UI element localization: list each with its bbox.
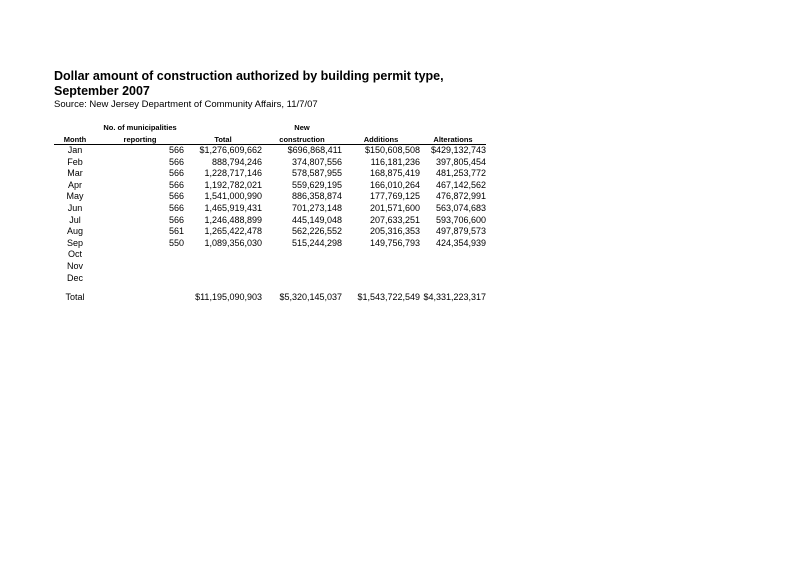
cell-month: Jan: [67, 145, 83, 155]
permits-table: [54, 121, 486, 304]
cell-new-construction: [262, 249, 342, 261]
cell-alterations: [420, 261, 486, 273]
cell-additions: [342, 273, 420, 285]
cell-total: 1,089,356,030: [204, 237, 262, 248]
cell-month: Apr: [67, 179, 82, 190]
header-additions: Additions: [342, 132, 420, 145]
cell-alterations: 593,706,600: [435, 214, 486, 225]
cell-month: Oct: [67, 249, 82, 260]
cell-total: 1,228,717,146: [204, 168, 262, 179]
cell-alterations: 397,805,454: [435, 156, 486, 167]
cell-total: [184, 273, 262, 285]
cell-new-construction: 701,273,148: [291, 202, 342, 213]
total-label: Total: [65, 292, 85, 303]
table-row: [54, 215, 486, 227]
cell-month: Dec: [66, 272, 83, 283]
cell-additions: 205,316,353: [369, 226, 420, 237]
cell-alterations: 424,354,939: [435, 237, 486, 248]
total-total: $11,195,090,903: [195, 292, 262, 303]
table-row: [54, 180, 486, 192]
cell-municipalities: 566: [168, 191, 184, 202]
cell-new-construction: 559,629,195: [291, 179, 342, 190]
cell-alterations: 497,879,573: [435, 226, 486, 237]
cell-total: [184, 249, 262, 261]
cell-municipalities: 566: [168, 179, 184, 190]
cell-municipalities: [96, 249, 184, 261]
header-total: Total: [184, 132, 262, 145]
cell-month: Mar: [67, 168, 83, 179]
table-row: [54, 226, 486, 238]
cell-additions: [342, 249, 420, 261]
cell-month: Nov: [66, 260, 83, 271]
table-row: [54, 273, 486, 285]
cell-total: [184, 261, 262, 273]
table-body: [54, 145, 486, 285]
cell-month: Feb: [67, 156, 83, 167]
cell-total: 1,192,782,021: [204, 179, 262, 190]
cell-additions: 201,571,600: [369, 202, 420, 213]
cell-total: 1,465,919,431: [204, 202, 262, 213]
table-row: [54, 191, 486, 203]
table-row: [54, 157, 486, 169]
cell-alterations: 467,142,562: [435, 179, 486, 190]
total-new: $5,320,145,037: [279, 292, 342, 303]
cell-new-construction: $696,868,411: [287, 145, 342, 155]
cell-municipalities: 550: [168, 237, 184, 248]
cell-new-construction: 578,587,955: [291, 168, 342, 179]
cell-month: Sep: [66, 237, 83, 248]
cell-new-construction: 445,149,048: [291, 214, 342, 225]
cell-alterations: 481,253,772: [435, 168, 486, 179]
cell-municipalities: [96, 261, 184, 273]
cell-municipalities: [96, 273, 184, 285]
cell-municipalities: 566: [168, 168, 184, 179]
cell-total: 888,794,246: [211, 156, 262, 167]
cell-new-construction: 515,244,298: [291, 237, 342, 248]
table-row: [54, 168, 486, 180]
cell-municipalities: 566: [168, 202, 184, 213]
total-additions: $1,543,722,549: [357, 292, 420, 303]
header-alterations: Alterations: [420, 132, 486, 145]
source-note: Source: New Jersey Department of Community Affairs, 11/7/07: [54, 99, 318, 110]
cell-additions: $150,608,508: [364, 145, 420, 155]
cell-additions: 149,756,793: [369, 237, 420, 248]
cell-municipalities: 561: [168, 226, 184, 237]
cell-alterations: 563,074,683: [435, 202, 486, 213]
cell-additions: 116,181,236: [370, 156, 420, 167]
cell-new-construction: 374,807,556: [291, 156, 342, 167]
cell-municipalities: 566: [168, 156, 184, 167]
total-row: [54, 292, 486, 304]
cell-total: 1,246,488,899: [204, 214, 262, 225]
cell-additions: [342, 261, 420, 273]
cell-total: $1,276,609,662: [199, 145, 262, 155]
title-line-1: Dollar amount of construction authorized by building permit type,: [54, 69, 444, 83]
cell-alterations: [420, 273, 486, 285]
total-alterations: $4,331,223,317: [423, 292, 486, 303]
table-row: [54, 261, 486, 273]
cell-alterations: 476,872,991: [435, 191, 486, 202]
cell-additions: 166,010,264: [369, 179, 420, 190]
cell-month: Jun: [67, 202, 83, 213]
cell-month: May: [66, 191, 84, 202]
cell-month: Aug: [66, 226, 83, 237]
cell-additions: 177,769,125: [369, 191, 420, 202]
table-row: [54, 249, 486, 261]
header-municipalities-line1: No. of municipalities: [103, 123, 177, 132]
cell-total: 1,541,000,990: [204, 191, 262, 202]
title-line-2: September 2007: [54, 84, 150, 98]
cell-alterations: [420, 249, 486, 261]
cell-total: 1,265,422,478: [204, 226, 262, 237]
cell-new-construction: 886,358,874: [291, 191, 342, 202]
table-row: [54, 238, 486, 250]
cell-alterations: $429,132,743: [430, 145, 486, 155]
table-row: [54, 203, 486, 215]
cell-new-construction: 562,226,552: [291, 226, 342, 237]
cell-month: Jul: [69, 214, 81, 225]
header-municipalities-line2: reporting: [96, 132, 184, 145]
table-row: [54, 145, 486, 157]
cell-new-construction: [262, 261, 342, 273]
cell-additions: 168,875,419: [369, 168, 420, 179]
cell-new-construction: [262, 273, 342, 285]
header-new-line2: construction: [262, 132, 342, 145]
header-new-line1: New: [294, 123, 310, 132]
cell-additions: 207,633,251: [369, 214, 420, 225]
header-month: Month: [54, 132, 96, 145]
document-title: [54, 69, 474, 99]
cell-municipalities: 566: [168, 145, 184, 155]
cell-municipalities: 566: [168, 214, 184, 225]
